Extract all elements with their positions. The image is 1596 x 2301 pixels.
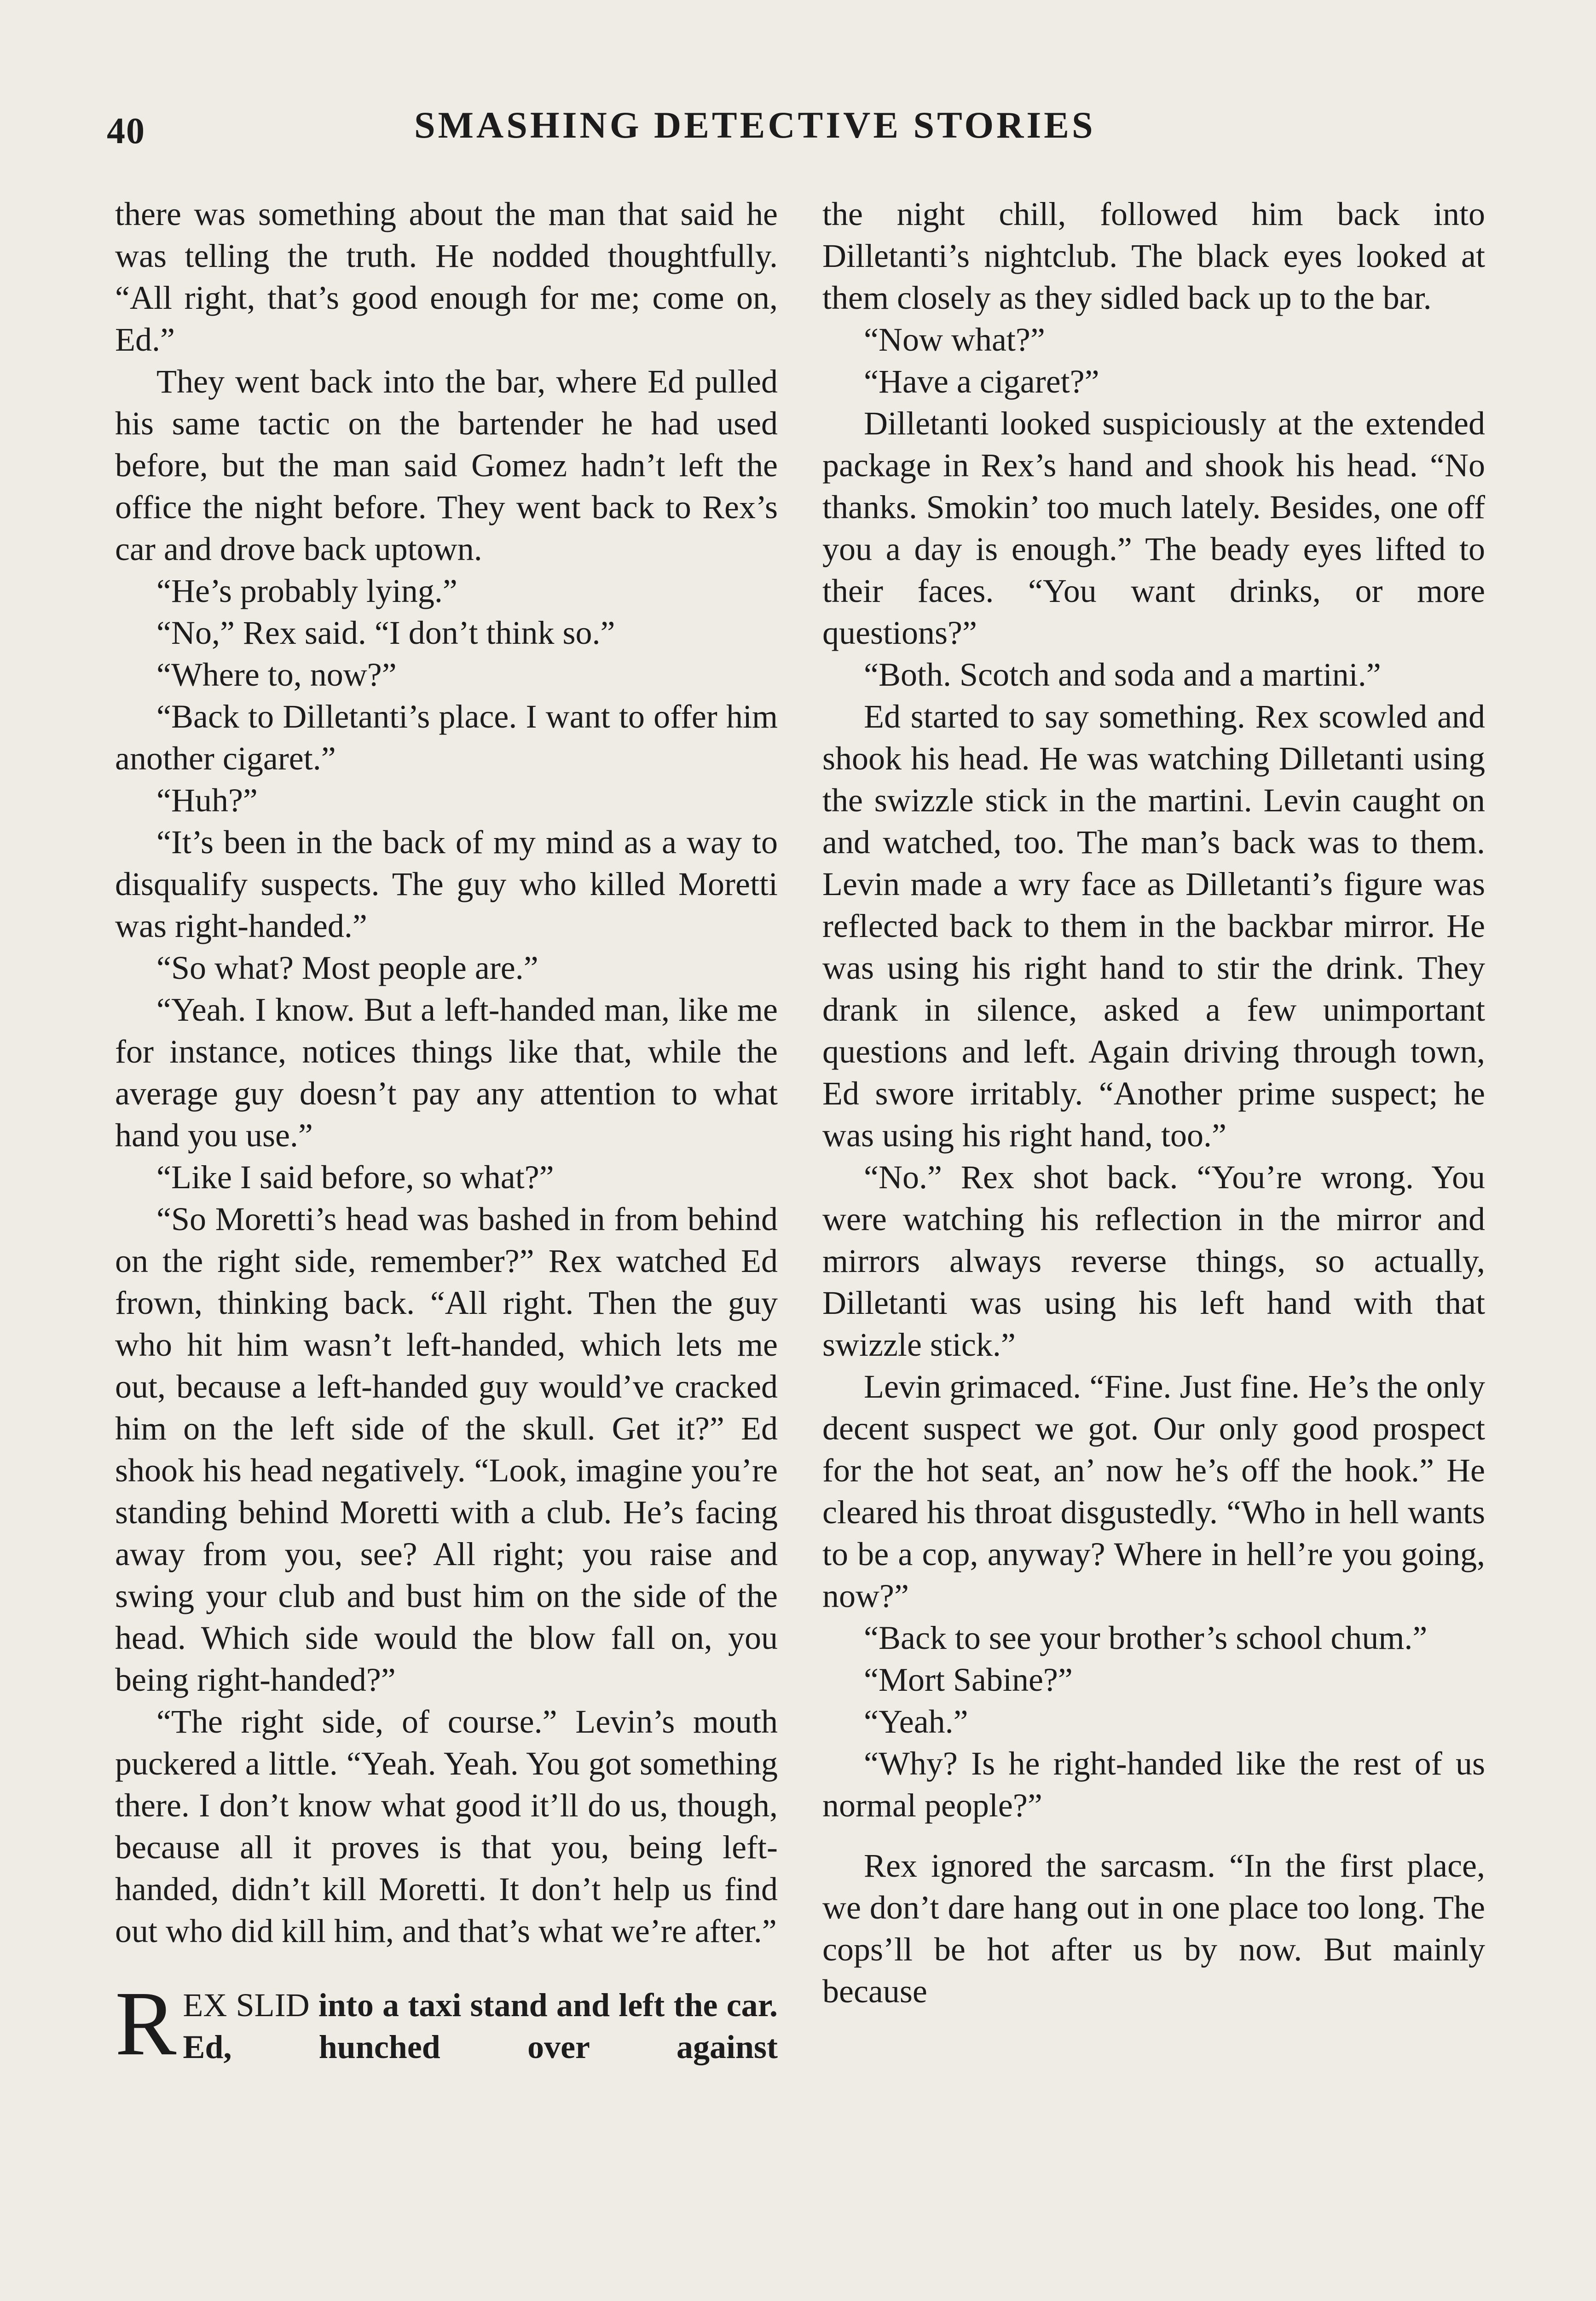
paragraph: the night chill, followed him back into Dilletanti’s nightclub. The black eyes looked at them closely as they sidled back up to the bar. — [822, 196, 1485, 316]
magazine-title: SMASHING DETECTIVE STORIES — [414, 104, 1096, 146]
paragraph: “Back to see your brother’s school chum.” — [864, 1619, 1428, 1656]
paragraph: “It’s been in the back of my mind as a way to disqualify suspects. The guy who killed Moretti was right-handed.” — [115, 824, 778, 944]
paragraph: “Both. Scotch and soda and a martini.” — [864, 656, 1381, 693]
paragraph: “The right side, of course.” Levin’s mouth puckered a little. “Yeah. Yeah. You got something there. I don’t know what good it’ll do us, though, because all it proves is that you, being left-handed, didn’t kill Moretti. It don’t help us find out who did kill him, and that’s what we’re after.” — [115, 1703, 778, 1949]
paragraph: “No,” Rex said. “I don’t think so.” — [156, 614, 615, 651]
paragraph: “So Moretti’s head was bashed in from behind on the right side, remember?” Rex watched Ed frown, thinking back. “All right. Then the guy who hit him wasn’t left-handed, which lets me out, because a left-handed guy would’ve cracked him on the left side of the skull. Get it?” Ed shook his head negatively. “Look, imagine you’re standing behind Moretti with a club. He’s facing away from you, see? All right; you raise and swing your club and bust him on the side of the head. Which side would the blow fall on, you being right-handed?” — [115, 1201, 778, 1698]
paragraph: “Why? Is he right-handed like the rest of us normal people?” — [822, 1745, 1485, 1824]
paragraph: “Yeah.” — [864, 1703, 968, 1740]
paragraph: “Huh?” — [156, 782, 258, 819]
paragraph: Dilletanti looked suspiciously at the extended package in Rex’s hand and shook his head. “No thanks. Smokin’ too much lately. Besides, one off you a day is enough.” The beady eyes lifted to their faces. “You want drinks, or more questions?” — [822, 405, 1485, 651]
paragraph: “No.” Rex shot back. “You’re wrong. You were watching his reflection in the mirror and mirrors always reverse things, so actually, Dilletanti was using his left hand with that swizzle stick.” — [822, 1159, 1485, 1363]
paragraph: Ed started to say something. Rex scowled and shook his head. He was watching Dilletanti using the swizzle stick in the martini. Levin caught on and watched, too. The man’s back was to them. Levin made a wry face as Dilletanti’s figure was reflected back to them in the backbar mirror. He was using his right hand to stir the drink. They drank in silence, asked a few unimportant questions and left. Again driving through town, Ed swore irritably. “Another prime suspect; he was using his right hand, too.” — [822, 698, 1485, 1154]
paragraph: “Yeah. I know. But a left-handed man, like me for instance, notices things like that, while the average guy doesn’t pay any attention to what hand you use.” — [115, 991, 778, 1154]
paragraph: “Have a cigaret?” — [864, 363, 1099, 400]
paragraph: “So what? Most people are.” — [156, 949, 538, 986]
paragraph: “He’s probably lying.” — [156, 572, 457, 609]
section-opening-paragraph — [115, 1973, 778, 2075]
right-column — [822, 193, 1485, 2012]
section-opening-text: into a taxi stand and left the car. Ed, hunched over against — [183, 1987, 778, 2065]
paragraph: “Where to, now?” — [156, 656, 397, 693]
page-header — [0, 99, 1596, 154]
left-column — [115, 193, 778, 2075]
paragraph: “Like I said before, so what?” — [156, 1159, 554, 1196]
paragraph: Rex ignored the sarcasm. “In the first place, we don’t dare hang out in one place too long. The cops’ll be hot after us by now. But mainly because — [822, 1847, 1485, 2010]
paragraph: “Mort Sabine?” — [864, 1661, 1073, 1698]
paragraph: They went back into the bar, where Ed pulled his same tactic on the bartender he had used before, but the man said Gomez hadn’t left the office the night before. They went back to Rex’s car and drove back uptown. — [115, 363, 778, 567]
drop-cap: R — [115, 1973, 177, 2075]
page-number: 40 — [107, 111, 145, 151]
paragraph: there was something about the man that said he was telling the truth. He nodded thoughtfully. “All right, that’s good enough for me; come on, Ed.” — [115, 196, 778, 358]
paragraph: “Now what?” — [864, 321, 1045, 358]
lead-in-text: EX SLID — [183, 1987, 310, 2023]
paragraph: “Back to Dilletanti’s place. I want to offer him another cigaret.” — [115, 698, 778, 777]
paragraph: Levin grimaced. “Fine. Just fine. He’s the only decent suspect we got. Our only good prospect for the hot seat, an’ now he’s off the hook.” He cleared his throat disgustedly. “Who in hell wants to be a cop, anyway? Where in hell’re you going, now?” — [822, 1368, 1485, 1614]
